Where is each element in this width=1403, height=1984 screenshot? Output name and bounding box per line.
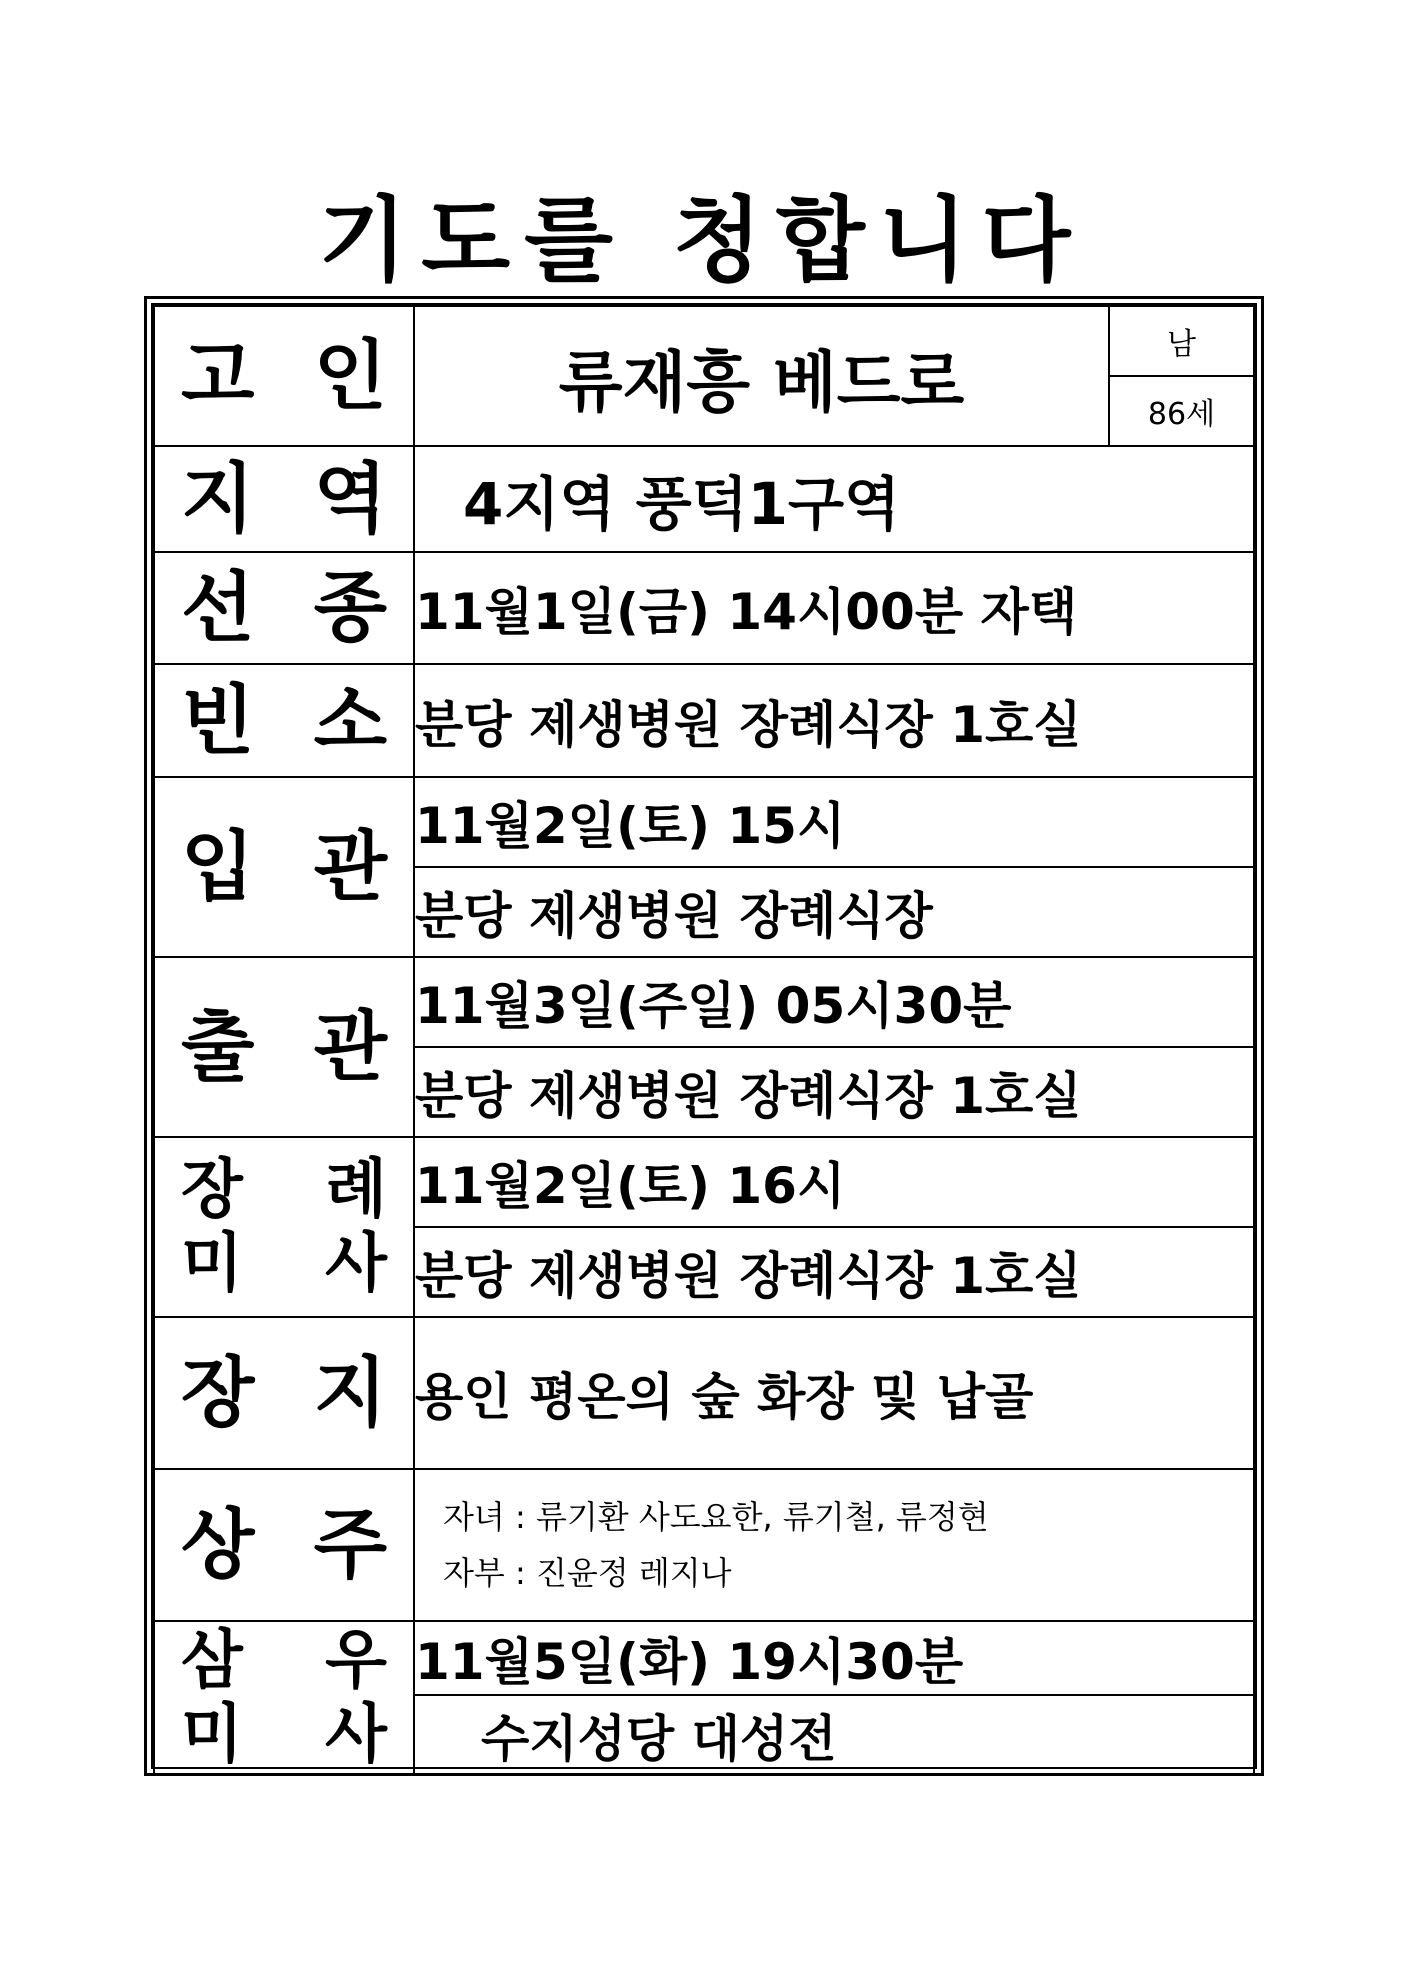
label-departure: 출 관 <box>154 957 414 1137</box>
encoffin-time: 11월2일(토) 15시 <box>414 777 1254 867</box>
obituary-frame <box>144 296 1264 1776</box>
third-day-mass-place: 수지성당 대성전 <box>414 1695 1254 1775</box>
mourners-value <box>414 1469 1254 1621</box>
deceased-age: 86세 <box>1109 376 1254 446</box>
deceased-sex: 남 <box>1109 306 1254 376</box>
departure-time: 11월3일(주일) 05시30분 <box>414 957 1254 1047</box>
encoffin-place: 분당 제생병원 장례식장 <box>414 867 1254 957</box>
label-region: 지 역 <box>154 446 414 552</box>
departure-place: 분당 제생병원 장례식장 1호실 <box>414 1047 1254 1137</box>
burial-value: 용인 평온의 숲 화장 및 납골 <box>414 1317 1254 1469</box>
label-third-day-mass: 삼 우 미 사 <box>154 1621 414 1775</box>
label-mourners: 상 주 <box>154 1469 414 1621</box>
death-value: 11월1일(금) 14시00분 자택 <box>414 552 1254 664</box>
label-funeral-mass: 장 례 미 사 <box>154 1137 414 1317</box>
mourners-children: 자녀 : 류기환 사도요한, 류기철, 류정현 <box>443 1498 989 1536</box>
page-title: 기도를 청합니다 <box>318 187 1085 294</box>
third-day-mass-time: 11월5일(화) 19시30분 <box>414 1621 1254 1695</box>
region-value: 4지역 풍덕1구역 <box>414 446 1254 552</box>
deceased-name: 류재흥 베드로 <box>414 306 1109 446</box>
label-death: 선 종 <box>154 552 414 664</box>
label-encoffin: 입 관 <box>154 777 414 957</box>
mourners-daughter-in-law: 자부 : 진윤정 레지나 <box>443 1554 732 1592</box>
label-deceased: 고 인 <box>154 306 414 446</box>
funeral-mass-place: 분당 제생병원 장례식장 1호실 <box>414 1227 1254 1317</box>
obituary-table <box>153 305 1255 1776</box>
mortuary-value: 분당 제생병원 장례식장 1호실 <box>414 664 1254 777</box>
funeral-mass-time: 11월2일(토) 16시 <box>414 1137 1254 1227</box>
label-burial: 장 지 <box>154 1317 414 1469</box>
label-mortuary: 빈 소 <box>154 664 414 777</box>
